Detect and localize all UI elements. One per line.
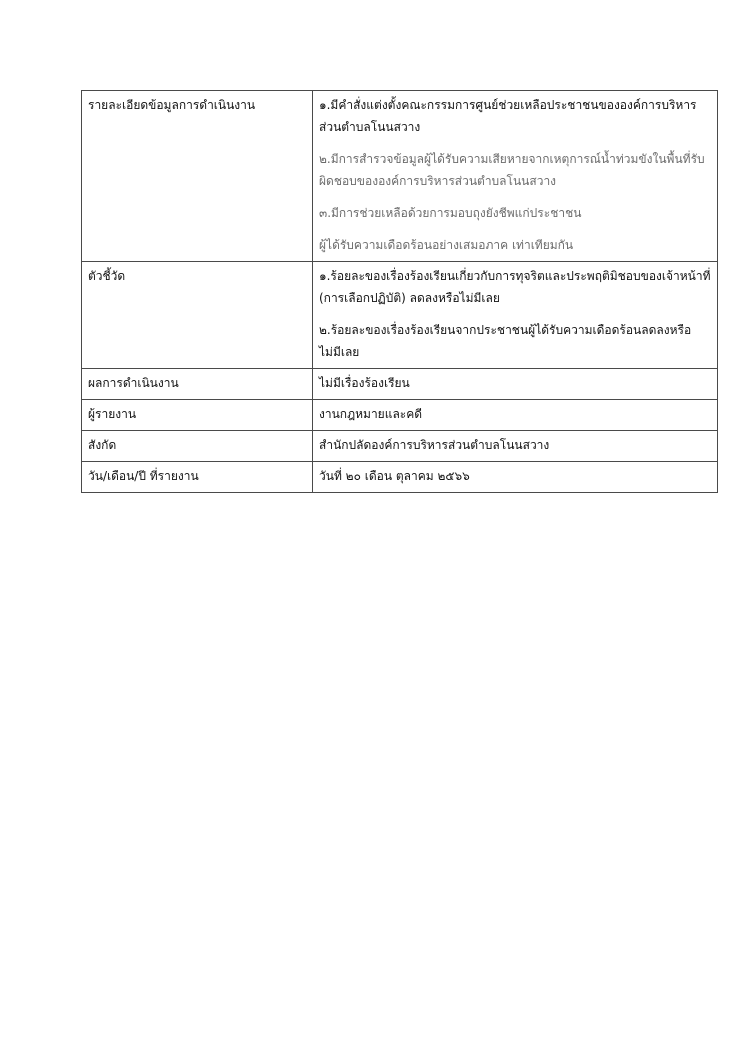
row-label: ตัวชี้วัด xyxy=(82,262,313,369)
table-row-reporter xyxy=(82,400,718,431)
table-row-affiliation xyxy=(82,431,718,462)
row-label: วัน/เดือน/ปี ที่รายงาน xyxy=(82,462,313,493)
table-row-operation-details xyxy=(82,91,718,262)
row-value: สำนักปลัดองค์การบริหารส่วนตำบลโนนสวาง xyxy=(313,431,718,462)
detail-item-3: ๓.มีการช่วยเหลือด้วยการมอบถุงยังชีพแก่ประชาชน xyxy=(319,206,582,220)
indicator-item-1: ๑.ร้อยละของเรื่องร้องเรียนเกี่ยวกับการทุจริตและประพฤติมิชอบของเจ้าหน้าที่ (การเลือกปฏิบัติ) ลดลงหรือไม่มีเลย xyxy=(319,269,711,305)
row-label: ผู้รายงาน xyxy=(82,400,313,431)
row-value xyxy=(313,91,718,262)
row-label: ผลการดำเนินงาน xyxy=(82,369,313,400)
row-value: ไม่มีเรื่องร้องเรียน xyxy=(313,369,718,400)
table-row-report-date xyxy=(82,462,718,493)
row-value: งานกฎหมายและคดี xyxy=(313,400,718,431)
detail-item-1: ๑.มีคำสั่งแต่งตั้งคณะกรรมการศูนย์ช่วยเหลือประชาชนขององค์การบริหารส่วนตำบลโนนสวาง xyxy=(319,98,697,134)
detail-item-2: ๒.มีการสำรวจข้อมูลผู้ได้รับความเสียหายจากเหตุการณ์น้ำท่วมขังในพื้นที่รับผิดชอบขององค์การบริหารส่วนตำบลโนนสวาง xyxy=(319,152,705,188)
detail-item-4: ผู้ได้รับความเดือดร้อนอย่างเสมอภาค เท่าเทียมกัน xyxy=(319,238,574,252)
table-row-result xyxy=(82,369,718,400)
row-label: สังกัด xyxy=(82,431,313,462)
row-value xyxy=(313,262,718,369)
indicator-item-2: ๒.ร้อยละของเรื่องร้องเรียนจากประชาชนผู้ได้รับความเดือดร้อนลดลงหรือไม่มีเลย xyxy=(319,323,692,359)
row-value: วันที่ ๒๐ เดือน ตุลาคม ๒๕๖๖ xyxy=(313,462,718,493)
report-table xyxy=(81,90,718,493)
table-row-indicators xyxy=(82,262,718,369)
row-label: รายละเอียดข้อมูลการดำเนินงาน xyxy=(82,91,313,262)
